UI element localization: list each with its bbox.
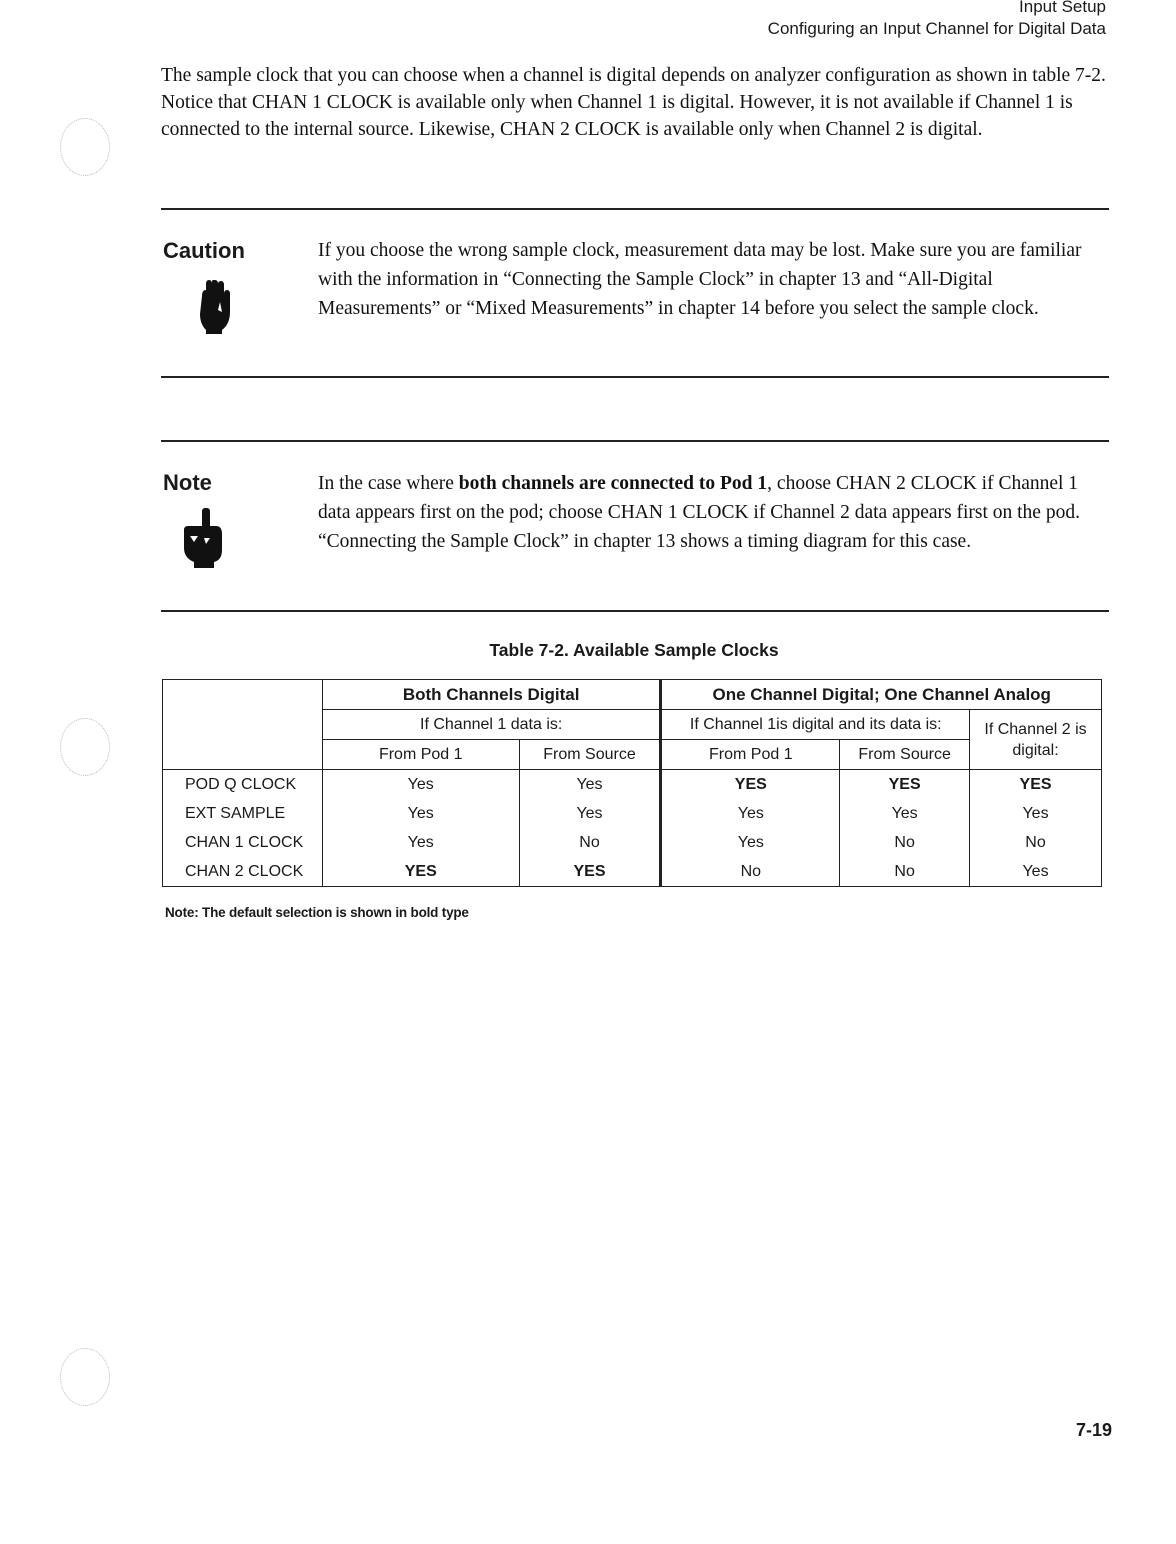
stop-hand-icon [196, 280, 232, 336]
table-footnote: Note: The default selection is shown in bold type [165, 905, 469, 920]
cell: No [840, 828, 970, 857]
table-row [163, 799, 1102, 828]
cell: Yes [661, 828, 840, 857]
subheader-channel1-digital: If Channel 1is digital and its data is: [661, 710, 970, 740]
caution-bottom-rule [161, 376, 1109, 378]
subheader-channel2-digital: If Channel 2 is digital: [970, 710, 1102, 770]
col-header-from-source: From Source [519, 740, 661, 770]
caution-text: If you choose the wrong sample clock, measurement data may be lost. Make sure you are familiar with the information in “Connecting the Sample Clock” in chapter 13 and “All-Digital Measurements” or “Mixed Measurements” in chapter 14 before you select the sample clock. [318, 240, 1082, 319]
subheader-channel1-data: If Channel 1 data is: [322, 710, 661, 740]
page-number: 7-19 [1076, 1420, 1113, 1440]
note-bottom-rule [161, 610, 1109, 612]
cell: No [840, 857, 970, 887]
table-corner-cell [163, 680, 323, 770]
note-top-rule [161, 440, 1109, 442]
running-header-section: Input Setup [1019, 0, 1106, 16]
binder-hole-top [60, 118, 110, 176]
cell: No [970, 828, 1102, 857]
cell: Yes [970, 857, 1102, 887]
caution-label: Caution [163, 238, 245, 263]
note-text [318, 469, 1108, 556]
cell: Yes [970, 799, 1102, 828]
sample-clocks-table [162, 679, 1102, 887]
cell: YES [970, 770, 1102, 800]
col-header-from-source: From Source [840, 740, 970, 770]
row-label: CHAN 2 CLOCK [163, 857, 323, 887]
note-label: Note [163, 470, 212, 495]
pointing-hand-icon [176, 508, 228, 568]
cell: YES [322, 857, 519, 887]
table-row [163, 857, 1102, 887]
note-text-emphasis: both channels are connected to Pod 1 [458, 473, 768, 494]
group-header-one-digital: One Channel Digital; One Channel Analog [661, 680, 1102, 710]
cell: Yes [840, 799, 970, 828]
row-label: POD Q CLOCK [163, 770, 323, 800]
note-text-lead: In the case where [318, 473, 459, 494]
note-text-rest: , choose CHAN 2 CLOCK if Channel 1 data appears first on the pod; choose CHAN 1 CLOCK if Channel 2 data appears first on the pod. “Connecting the Sample Clock” in chapter 13 shows a timing diagram for this case. [318, 473, 1080, 552]
cell: No [519, 828, 661, 857]
binder-hole-bottom [60, 1348, 110, 1406]
caution-top-rule [161, 208, 1109, 210]
cell: YES [661, 770, 840, 800]
binder-hole-middle [60, 718, 110, 776]
running-header-subsection: Configuring an Input Channel for Digital Data [767, 19, 1106, 38]
table-row [163, 770, 1102, 800]
cell: Yes [322, 799, 519, 828]
cell: YES [840, 770, 970, 800]
col-header-from-pod1: From Pod 1 [661, 740, 840, 770]
row-label: CHAN 1 CLOCK [163, 828, 323, 857]
col-header-from-pod1: From Pod 1 [322, 740, 519, 770]
cell: Yes [322, 770, 519, 800]
cell: Yes [519, 799, 661, 828]
row-label: EXT SAMPLE [163, 799, 323, 828]
table-caption: Table 7-2. Available Sample Clocks [489, 640, 779, 660]
table-row [163, 828, 1102, 857]
cell: Yes [661, 799, 840, 828]
cell: Yes [322, 828, 519, 857]
intro-paragraph: The sample clock that you can choose when a channel is digital depends on analyzer configuration as shown in table 7-2. Notice that CHAN 1 CLOCK is available only when Channel 1 is digital. However, it is not available if Channel 1 is connected to the internal source. Likewise, CHAN 2 CLOCK is available only when Channel 2 is digital. [161, 65, 1106, 140]
cell: Yes [519, 770, 661, 800]
cell: No [661, 857, 840, 887]
cell: YES [519, 857, 661, 887]
group-header-both-digital: Both Channels Digital [322, 680, 661, 710]
